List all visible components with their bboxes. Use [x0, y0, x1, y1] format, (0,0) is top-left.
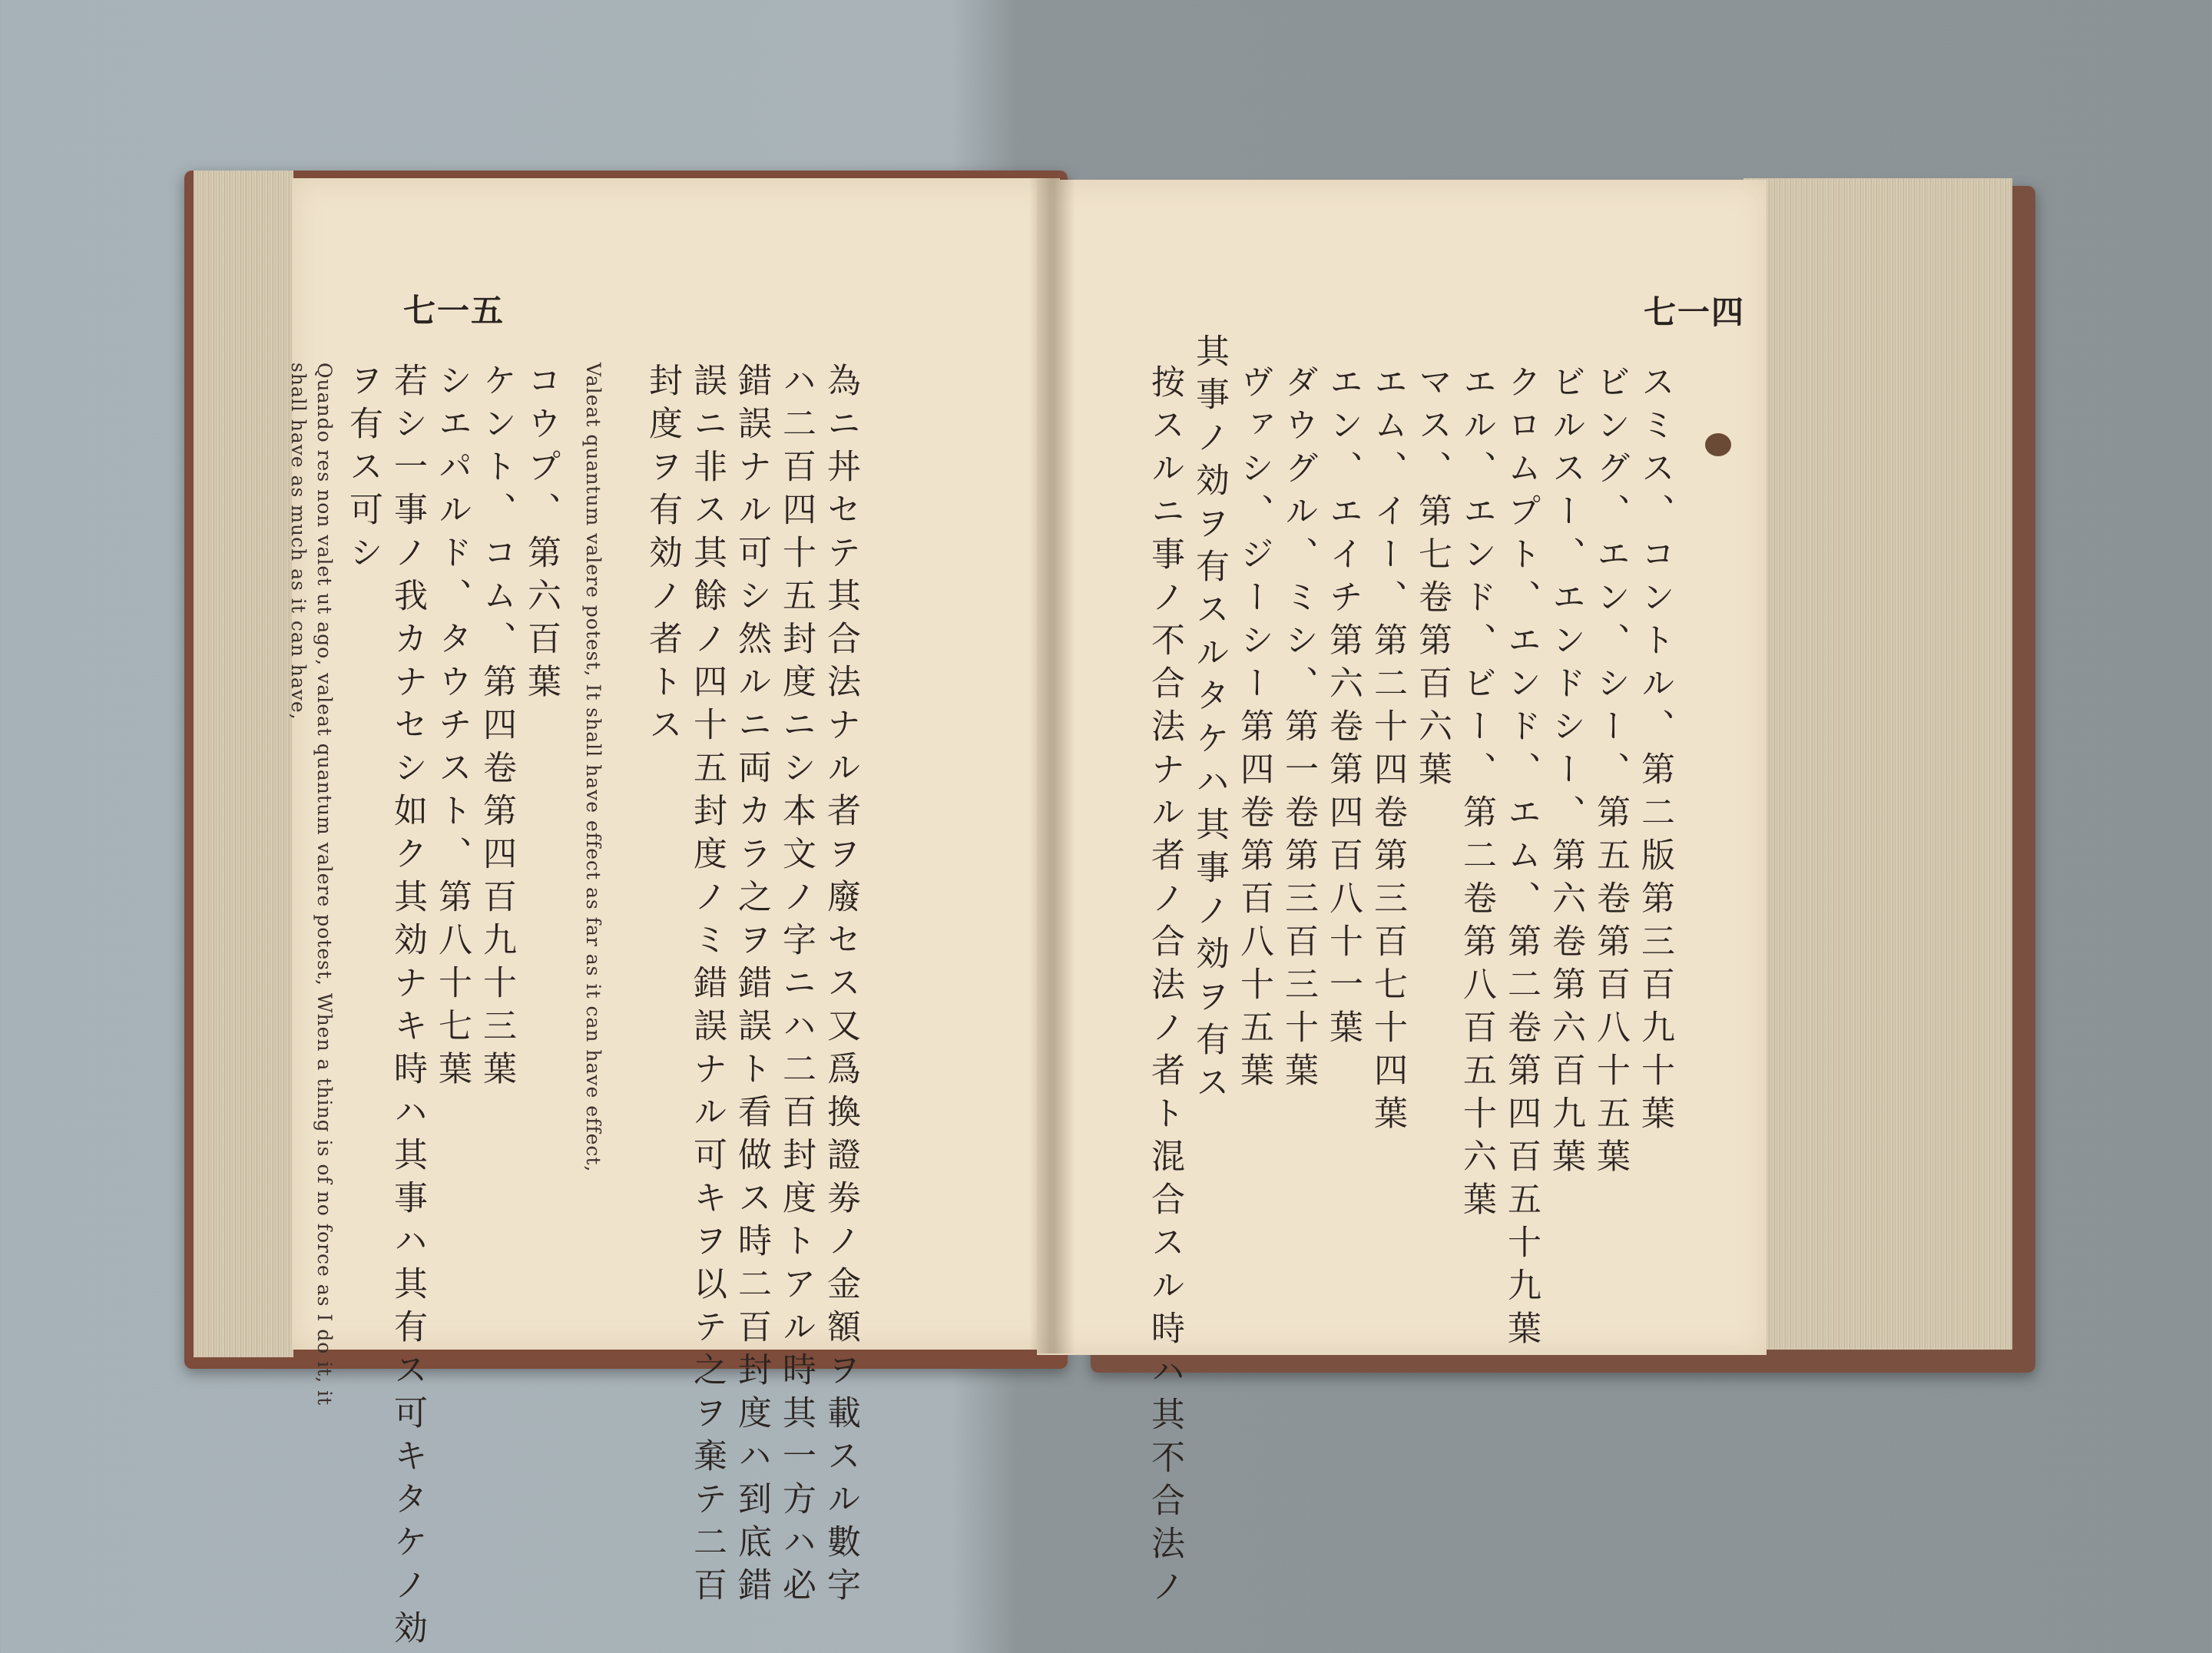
left-latin-column: Valeat quantum valere potest, It shall have effect as far as it can have effect, — [582, 363, 604, 1173]
left-page-edges — [194, 171, 293, 1357]
right-page — [1037, 180, 1767, 1612]
right-text-column: ビルスー、エンドシー、第六卷第六百九葉 — [1546, 364, 1585, 1181]
right-text-column: ビング、エン、シー、第五卷第百八十五葉 — [1591, 364, 1630, 1181]
left-latin-column: Quando res non valet ut ago, valeat quantum valere potest, When a thing is of no force as I do it, it — [313, 363, 336, 1406]
left-text-column: ヲ有ス可シ — [343, 363, 382, 578]
right-text-column: クロムプト、エンド、エム、第二卷第四百五十九葉 — [1502, 364, 1541, 1353]
left-text-column: 錯誤ナル可シ然ルニ両カラ之ヲ錯誤ト看做ス時二百封度ハ到底錯 — [732, 363, 771, 1610]
left-text-column: コウプ、第六百葉 — [522, 363, 561, 707]
left-text-column: 封度ヲ有効ノ者トス — [643, 363, 682, 750]
right-text-column: 其事ノ効ヲ有スルタケハ其事ノ効ヲ有ス — [1190, 333, 1229, 1108]
ink-spot — [1705, 433, 1731, 456]
left-text-column: シエパルド、タウチスト、第八十七葉 — [432, 363, 472, 1094]
left-text-column: ケント、コム、第四卷第四百九十三葉 — [477, 363, 516, 1094]
right-text-column: スミス、コントル、第二版第三百九十葉 — [1635, 364, 1674, 1138]
right-page-number: 七一四 — [1644, 293, 1746, 331]
left-text-column: ハ二百四十五封度ニシ本文ノ字ニハ二百封度トアル時其一方ハ必 — [777, 363, 816, 1610]
open-book — [177, 163, 2020, 1653]
left-text-column: 為ニ丼セテ其合法ナル者ヲ廢セス又爲換證劵ノ金額ヲ載スル數字 — [821, 363, 860, 1610]
right-text-column: エル、エンド、ビー、第二卷第八百五十六葉 — [1457, 364, 1496, 1224]
left-latin-column: shall have as much as it can have, — [287, 363, 310, 720]
left-page — [287, 178, 1060, 1653]
right-text-column: マス、第七卷第百六葉 — [1412, 364, 1452, 794]
right-text-column: エン、エイチ第六卷第四百八十一葉 — [1323, 364, 1363, 1052]
left-page-number: 七一五 — [403, 292, 505, 330]
book-gutter — [1029, 178, 1075, 1353]
left-text-column: 若シ一事ノ我カナセシ如ク其効ナキ時ハ其事ハ其有ス可キタケノ効 — [388, 363, 427, 1653]
right-text-column: 按スルニ事ノ不合法ナル者ノ合法ノ者ト混合スル時ハ其不合法ノ — [1145, 364, 1184, 1612]
right-text-column: エム、イー、第二十四卷第三百七十四葉 — [1368, 364, 1407, 1138]
left-text-column: 誤ニ非ス其餘ノ四十五封度ノミ錯誤ナル可キヲ以テ之ヲ棄テ二百 — [687, 363, 727, 1610]
right-page-edges — [1743, 178, 2012, 1350]
right-text-column: ダウグル、ミシ、第一卷第三百三十葉 — [1279, 364, 1318, 1095]
right-text-column: ヴァシ、ジーシー第四卷第百八十五葉 — [1234, 364, 1273, 1095]
